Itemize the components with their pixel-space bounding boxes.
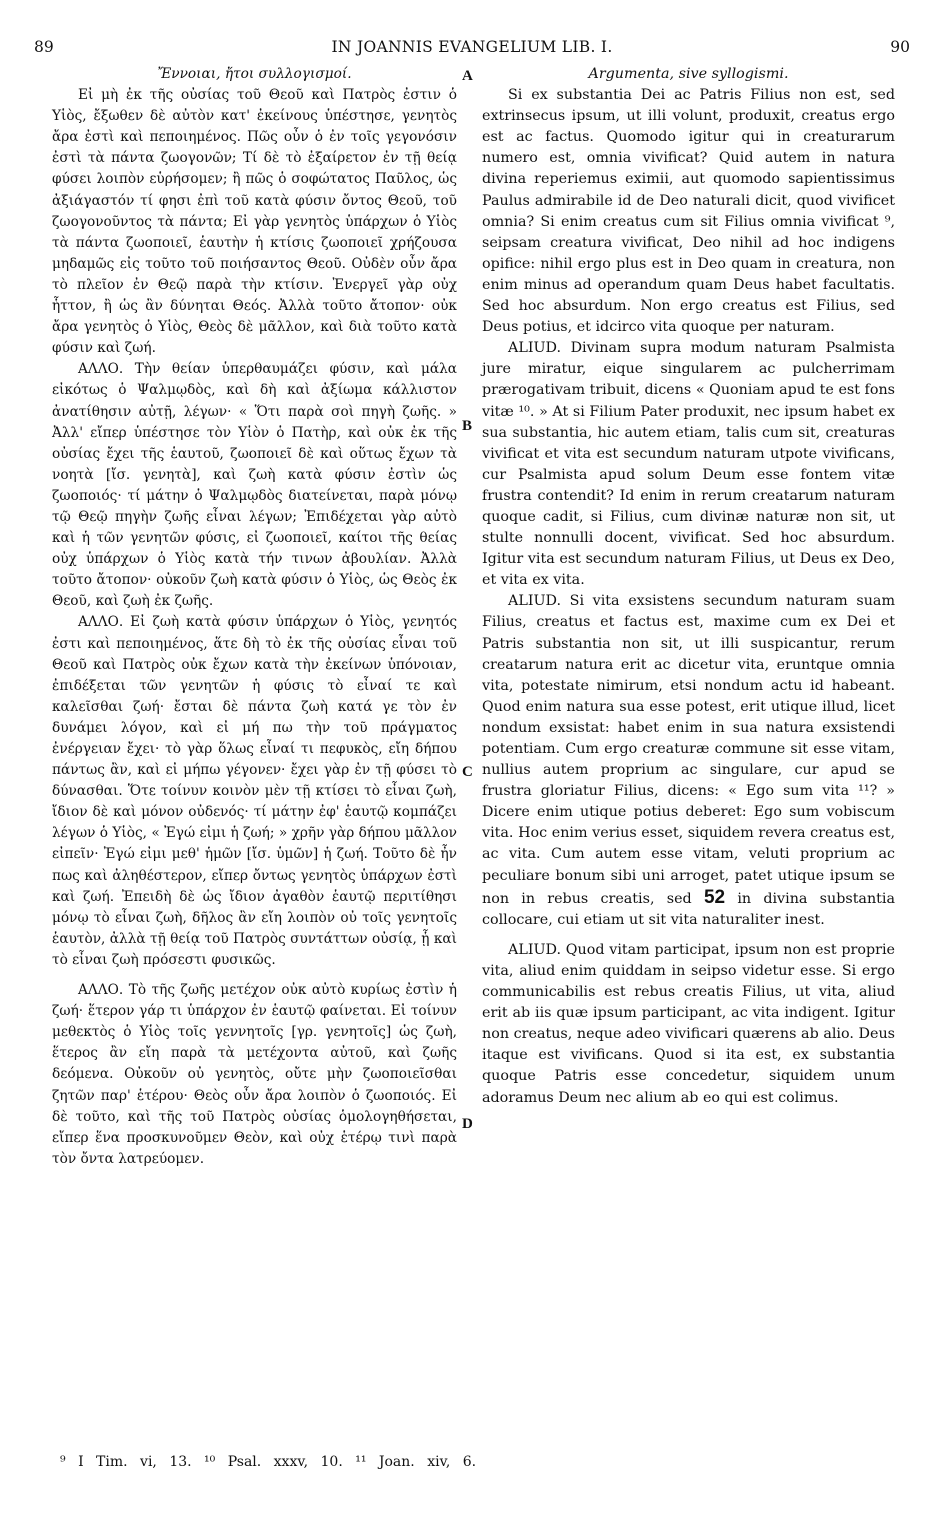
greek-paragraph-3: ΑΛΛΟ. Εἰ ζωὴ κατὰ φύσιν ὑπάρχων ὁ Υἱὸς, γενητός ἐστι καὶ πεποιημένος, ἅτε δὴ τὸ ἐκ τῆς οὐσίας εἶναι τοῦ Θεοῦ καὶ Πατρὸς οὐκ ἔχων κατὰ τὴν ἐκείνων ὑπόνοιαν, ἐπιδέξεται τῶν γενητῶν ἡ φύσις τὸ εἶναί τε καὶ καλεῖσθαι ζωή· ἔσται δὲ πάντα ζωὴ κατά γε τὸν ἐν δυνάμει λόγον, καὶ εἰ μή πω τὴν τοῦ πράγματος ἐνέργειαν ἔχει· τὸ γὰρ ὅλως εἶναί τι πεφυκὸς, εἴη δήπου πάντως ἂν, καὶ εἰ μήπω γέγονεν· ἔχει γὰρ ἐν τῇ φύσει τὸ δύνασθαι. Ὅτε τοίνυν κοινὸν μὲν τῇ κτίσει τὸ εἶναι ζωὴ, ἴδιον δὲ καὶ μόνον οὐδενός· τί μάτην ἐφ' ἑαυτῷ κομπάζει λέγων ὁ Υἱὸς, « Ἐγώ εἰμι ἡ ζωή; » χρῆν γὰρ δήπου μᾶλλον εἰπεῖν· Ἐγώ εἰμι μεθ' ἡμῶν [ἴσ. ὑμῶν] ἡ ζωή. Τοῦτο δὲ ἦν πως καὶ ἀληθέστερον, εἴπερ ὄντως γενητὸς ὑπάρχων ἐστὶ καὶ ζωή. Ἐπειδὴ δὲ ὡς ἴδιον ἀγαθὸν ἑαυτῷ περιτίθησι μόνῳ τὸ εἶναι ζωὴ, δῆλος ἂν εἴη λοιπὸν οὐ τοῖς γενητοῖς ἑαυτὸν, ἀλλὰ τῇ θείᾳ τοῦ Πατρὸς συντάττων οὐσίᾳ, ᾗ καὶ τὸ εἶναι ζωὴ πρόσεστι φυσικῶς. xyxy=(52,614,457,968)
column-number: 52 xyxy=(703,886,726,908)
section-marker-c: C xyxy=(462,764,473,780)
page-number-right: 90 xyxy=(890,38,910,56)
greek-paragraph-4: ΑΛΛΟ. Τὸ τῆς ζωῆς μετέχον οὐκ αὐτὸ κυρίως ἐστὶν ἡ ζωή· ἕτερον γάρ τι ὑπάρχον ἐν ἑαυτῷ φαίνεται. Εἰ τοίνυν μεθεκτὸς ὁ Υἱὸς τοῖς γεννητοῖς [γρ. γενητοῖς] ὡς ζωὴ, ἕτερος ἂν εἴη παρὰ τὰ μετέχοντα αὐτοῦ, καὶ ζωῆς δεόμενα. Οὐκοῦν οὐ γενητὸς, οὔτε μὴν ζωοποιεῖσθαι ζητῶν παρ' ἑτέρου· Θεὸς οὖν ἄρα λοιπὸν ὁ ζωοποιός. Εἰ δὲ τοῦτο, καὶ τῆς τοῦ Πατρὸς οὐσίας ὁμολογηθήσεται, εἴπερ ἕνα προσκυνοῦμεν Θεὸν, καὶ οὐχ ἑτέρῳ τινὶ παρὰ τὸν ὄντα λατρεύομεν. xyxy=(52,982,457,1167)
running-header xyxy=(34,38,910,60)
running-title: IN JOANNIS EVANGELIUM LIB. I. xyxy=(331,38,613,56)
latin-paragraph-3-end: in divina substantia collocare, cui etiam ut sit vita naturaliter inest. xyxy=(482,890,896,928)
latin-paragraph-3 xyxy=(482,591,895,931)
latin-paragraph-4: ALIUD. Quod vitam participat, ipsum non est proprie vita, aliud enim quiddam in seipso videtur esse. Si ergo communicabilis est rebus creatis Filius, ut vita, aliud erit ab iis quæ ipsum participant, ac vita indigent. Igitur non creatus, neque adeo vivificari quærens ab alio. Deus itaque est vivificans. Quod si ita est, ex substantia quoque Patris esse concedetur, siquidem unum adoramus Deum nec alium ab eo qui est colimus. xyxy=(482,941,895,1106)
latin-paragraph-2: ALIUD. Divinam supra modum naturam Psalmista jure miratur, eique singularem ac pulcherrimam prærogativam tribuit, dicens « Quoniam apud te est fons vitæ ¹⁰. » At si Filium Pater produxit, nec ipsum habet ex sua substantia, hic autem etiam, talis cum sit, creaturas vivificat et vita est secundum naturam utpote vivificans, cur Psalmista apud solum Deum esse fontem vitæ frustra contendit? Id enim in rerum creatarum naturam quoque cadit, si Filius, cum divinæ naturæ non sit, ut stulte nonnulli docent, vivificat. Sed hoc absurdum. Igitur vita est secundum naturam Filius, ut Deus ex Deo, et vita ex vita. xyxy=(482,340,895,589)
greek-section-title: Ἔννοιαι, ἤτοι συλλογισμοί. xyxy=(157,66,352,82)
latin-paragraph-3-text: ALIUD. Si vita exsistens secundum naturam suam Filius, creatus et factus est, maxime cum ex Dei et Patris substantia non sit, ut illi suspicantur, rerum creatarum natura erit ac dicetur vita, eruntque omnia vita, potestate nimirum, etsi nondum actu id habeant. Quod enim natura sua esse potest, erit utique illud, licet nondum exsistat: habet enim in sua natura exsistendi potentiam. Cum ergo creaturæ commune sit esse vitam, nullius autem proprium ac singulare, cur apud se frustra gloriatur Filius, dicens: « Ego sum vita ¹¹? » Dicere enim utique potius deberet: Ego sum vobiscum vita. Hoc enim verius esset, siquidem revera creatus est, ac vita. Cum autem esse vitam, veluti proprium ac peculiare bonum sibi uni arroget, patet utique ipsum se non in rebus creatis, sed xyxy=(482,593,895,907)
footnotes: ⁹ I Tim. vi, 13. ¹⁰ Psal. xxxv, 10. ¹¹ Joan. xiv, 6. xyxy=(60,1454,477,1470)
section-marker-d: D xyxy=(462,1116,473,1132)
greek-paragraph-1: Εἰ μὴ ἐκ τῆς οὐσίας τοῦ Θεοῦ καὶ Πατρὸς ἐστιν ὁ Υἱὸς, ἔξωθεν δὲ αὐτὸν κατ' ἐκείνους ὑπέστησε, γενητὸς ἄρα ἐστὶ καὶ πεποιημένος. Πῶς οὖν ὁ ἐν τοῖς γεγονόσιν ἐστὶ τὰ πάντα ζωογονῶν; Τί δὲ τὸ ἐξαίρετον ἐν τῇ θείᾳ φύσει λοιπὸν εὑρήσομεν; ἢ πῶς ὁ σοφώτατος Παῦλος, ὡς ἀξιάγαστόν τί φησι ἐπὶ τοῦ κατὰ φύσιν ὄντος Θεοῦ, τοῦ ζωογονοῦντος τὰ πάντα; Εἰ γὰρ γενητὸς ὑπάρχων ὁ Υἱὸς τὰ πάντα ζωοποιεῖ, ἑαυτὴν ἡ κτίσις ζωοποιεῖ χρήζουσα μηδαμῶς εἰς τοῦτο τοῦ ποιήσαντος Θεοῦ. Οὐδὲν οὖν ἄρα τὸ πλεῖον ἐν Θεῷ παρὰ τὴν κτίσιν. Ἐνεργεῖ γὰρ οὐχ ἧττον, ἢ ὡς ἂν δύνηται Θεός. Ἀλλὰ τοῦτο ἄτοπον· οὐκ ἄρα γενητὸς ὁ Υἱὸς, Θεὸς δὲ μᾶλλον, καὶ διὰ τοῦτο κατὰ φύσιν καὶ ζωή. xyxy=(52,87,457,357)
section-marker-b: B xyxy=(462,418,473,434)
latin-column xyxy=(482,64,895,1109)
greek-paragraph-2: ΑΛΛΟ. Τὴν θείαν ὑπερθαυμάζει φύσιν, καὶ μάλα εἰκότως ὁ Ψαλμῳδὸς, καὶ δὴ καὶ ἀξίωμα κάλλιστον ἀνατίθησιν αὐτῇ, λέγων· « Ὅτι παρὰ σοὶ πηγὴ ζωῆς. » Ἀλλ' εἴπερ ὑπέστησε τὸν Υἱὸν ὁ Πατὴρ, καὶ οὐκ ἐκ τῆς οὐσίας ἔχει τῆς ἑαυτοῦ, ζωοποιεῖ δὲ καὶ οὕτως ἔχων τὰ νοητὰ [ἴσ. γενητὰ], καὶ ζωὴ κατὰ φύσιν ἐστὶν ὡς ζωοποιός· τί μάτην ὁ Ψαλμῳδὸς διατείνεται, παρὰ μόνῳ τῷ Θεῷ πηγὴν ζωῆς εἶναι λέγων; Ἐπιδέχεται γὰρ αὐτὸ καὶ ἡ τῶν γενητῶν φύσις, εἰ ζωοποιεῖ, καίτοι τῆς θείας οὐχ ὑπάρχων ὁ Υἱὸς κατὰ τήν τινων ἀβουλίαν. Ἀλλὰ τοῦτο ἄτοπον· οὐκοῦν ζωὴ κατὰ φύσιν ὁ Υἱὸς, ὡς Θεὸς ἐκ Θεοῦ, καὶ ζωὴ ἐκ ζωῆς. xyxy=(52,361,457,610)
latin-paragraph-1: Si ex substantia Dei ac Patris Filius non est, sed extrinsecus ipsum, ut illi volunt, produxit, creatus ergo est ac factus. Quomodo igitur qui in creaturarum numero est, omnia vivificat? Quid autem in natura divina reperiemus eximii, aut quomodo sapientissimus Paulus admirabile id de Deo naturali dicit, quod vivificet omnia? Si enim creatus cum sit Filius omnia vivificat ⁹, seipsam creatura vivificat, Deo nihil ad hoc indigens opifice: nihil ergo plus est in Deo quam in creatura, non enim minus ad operandum quam Deus habet facultatis. Sed hoc absurdum. Non ergo creatus est Filius, sed Deus potius, et idcirco vita quoque per naturam. xyxy=(482,87,895,336)
latin-section-title: Argumenta, sive syllogismi. xyxy=(588,66,789,82)
page-number-left: 89 xyxy=(34,38,54,56)
greek-column xyxy=(52,64,457,1170)
section-marker-a: A xyxy=(462,68,473,84)
